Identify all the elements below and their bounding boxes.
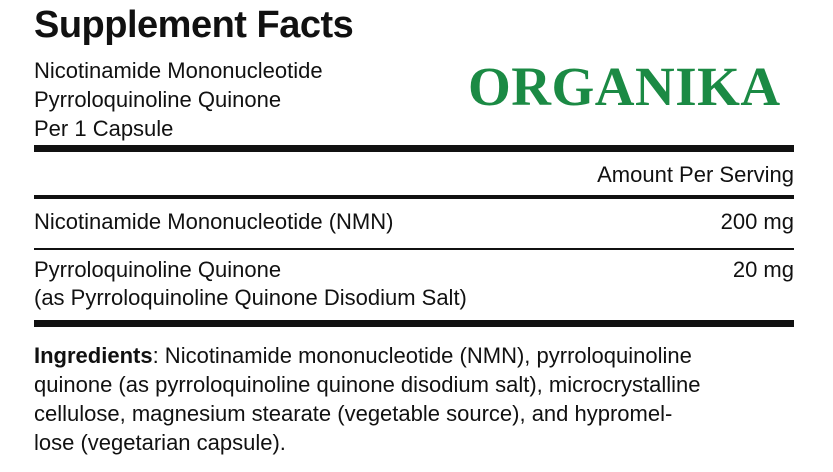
product-name-line-1: Nicotinamide Mononucleotide [34,58,323,83]
panel-title: Supplement Facts [34,4,354,46]
brand-logo: ORGANIKA [468,56,781,117]
serving-size: Per 1 Capsule [34,116,174,141]
ingredients-line-2: quinone (as pyrroloquinoline quinone disodium salt), microcrystalline [34,372,701,397]
ingredients-line-3: cellulose, magnesium stearate (vegetable source), and hypromel- [34,401,673,426]
ingredients-text-start: : Nicotinamide mononucleotide (NMN), pyrroloquinoline [152,343,692,368]
nutrient-name-pqq: Pyrroloquinoline Quinone [34,257,282,282]
product-name-line-2: Pyrroloquinoline Quinone [34,87,282,112]
supplement-facts-panel [34,0,794,472]
bottom-thick-rule [34,320,794,327]
top-thick-rule [34,145,794,152]
ingredients-block [34,341,796,457]
header-rule [34,195,794,199]
nutrient-subname-pqq: (as Pyrroloquinoline Quinone Disodium Salt) [34,285,467,310]
nutrient-name-nmn: Nicotinamide Mononucleotide (NMN) [34,209,394,234]
nutrient-amount-nmn: 200 mg [720,209,794,234]
amount-per-serving-header: Amount Per Serving [597,162,794,187]
row-divider [34,248,794,250]
ingredients-line-1 [34,341,796,370]
ingredients-line-4: lose (vegetarian capsule). [34,430,286,455]
nutrient-amount-pqq: 20 mg [732,257,794,282]
ingredients-label: Ingredients [34,343,153,368]
